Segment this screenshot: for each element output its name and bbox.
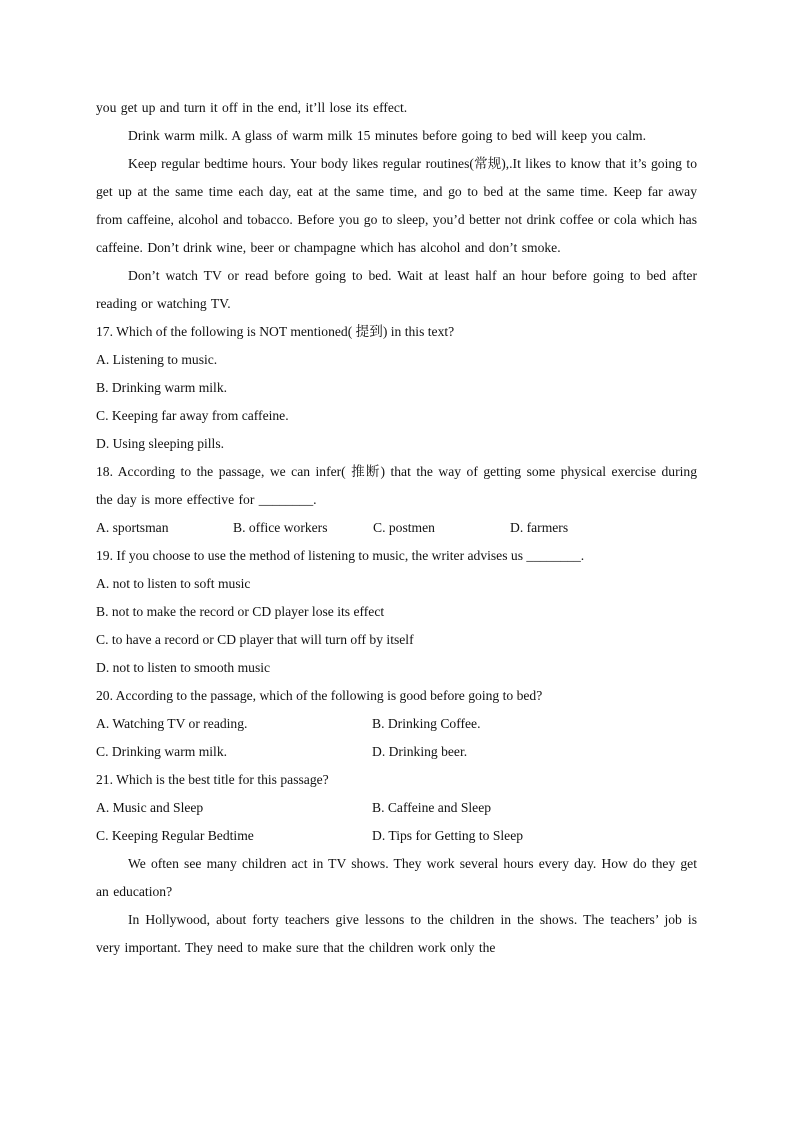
question-18-options — [96, 514, 697, 542]
question-20-option-d: D. Drinking beer. — [372, 744, 468, 759]
question-21-option-b: B. Caffeine and Sleep — [372, 800, 492, 815]
question-19-option-b: B. not to make the record or CD player lose its effect — [96, 604, 385, 619]
question-20-stem: 20. According to the passage, which of the following is good before going to bed? — [96, 688, 543, 703]
question-20-option-c: C. Drinking warm milk. — [96, 744, 228, 759]
passage-paragraph: Keep regular bedtime hours. Your body likes regular routines(常规),.It likes to know that it’s going to get up at the same time each day, eat at the same time, and go to bed at the same time. Keep far away from caffeine, alcohol and tobacco. Before you go to sleep, you’d better not drink coffee or cola which has caffeine. Don’t drink wine, beer or champagne which has alcohol and don’t smoke. — [96, 156, 697, 255]
passage-paragraph: We often see many children act in TV shows. They work several hours every day. How do they get an education? — [96, 856, 697, 899]
question-19-option-c: C. to have a record or CD player that will turn off by itself — [96, 632, 414, 647]
question-18-option-a: A. sportsman — [96, 520, 169, 535]
question-21-option-d: D. Tips for Getting to Sleep — [372, 828, 524, 843]
question-17-option-c: C. Keeping far away from caffeine. — [96, 408, 289, 423]
question-19-option-d: D. not to listen to smooth music — [96, 660, 271, 675]
question-18-option-b: B. office workers — [233, 520, 328, 535]
question-18-stem: 18. According to the passage, we can infer( 推断) that the way of getting some physical exercise during the day is more effective for ________. — [96, 464, 697, 507]
question-20-options-row-1 — [96, 710, 697, 738]
question-17-option-a: A. Listening to music. — [96, 352, 218, 367]
document-content — [96, 94, 697, 962]
question-21-stem: 21. Which is the best title for this passage? — [96, 772, 329, 787]
question-17-stem: 17. Which of the following is NOT mentioned( 提到) in this text? — [96, 324, 455, 339]
question-20-option-b: B. Drinking Coffee. — [372, 716, 481, 731]
question-19-stem: 19. If you choose to use the method of listening to music, the writer advises us ________. — [96, 548, 585, 563]
passage-line: you get up and turn it off in the end, it’ll lose its effect. — [96, 100, 408, 115]
question-20-options-row-2 — [96, 738, 697, 766]
question-21-options-row-2 — [96, 822, 697, 850]
question-21-option-a: A. Music and Sleep — [96, 800, 204, 815]
question-20-option-a: A. Watching TV or reading. — [96, 716, 248, 731]
question-18-option-d: D. farmers — [510, 520, 569, 535]
question-19-option-a: A. not to listen to soft music — [96, 576, 251, 591]
question-21-options-row-1 — [96, 794, 697, 822]
passage-paragraph: In Hollywood, about forty teachers give lessons to the children in the shows. The teachers’ job is very important. They need to make sure that the children work only the — [96, 912, 697, 955]
passage-paragraph: Don’t watch TV or read before going to bed. Wait at least half an hour before going to bed after reading or watching TV. — [96, 268, 697, 311]
question-17-option-d: D. Using sleeping pills. — [96, 436, 225, 451]
question-18-option-c: C. postmen — [373, 520, 435, 535]
question-17-option-b: B. Drinking warm milk. — [96, 380, 228, 395]
passage-paragraph: Drink warm milk. A glass of warm milk 15 minutes before going to bed will keep you calm. — [128, 128, 646, 143]
question-21-option-c: C. Keeping Regular Bedtime — [96, 828, 254, 843]
